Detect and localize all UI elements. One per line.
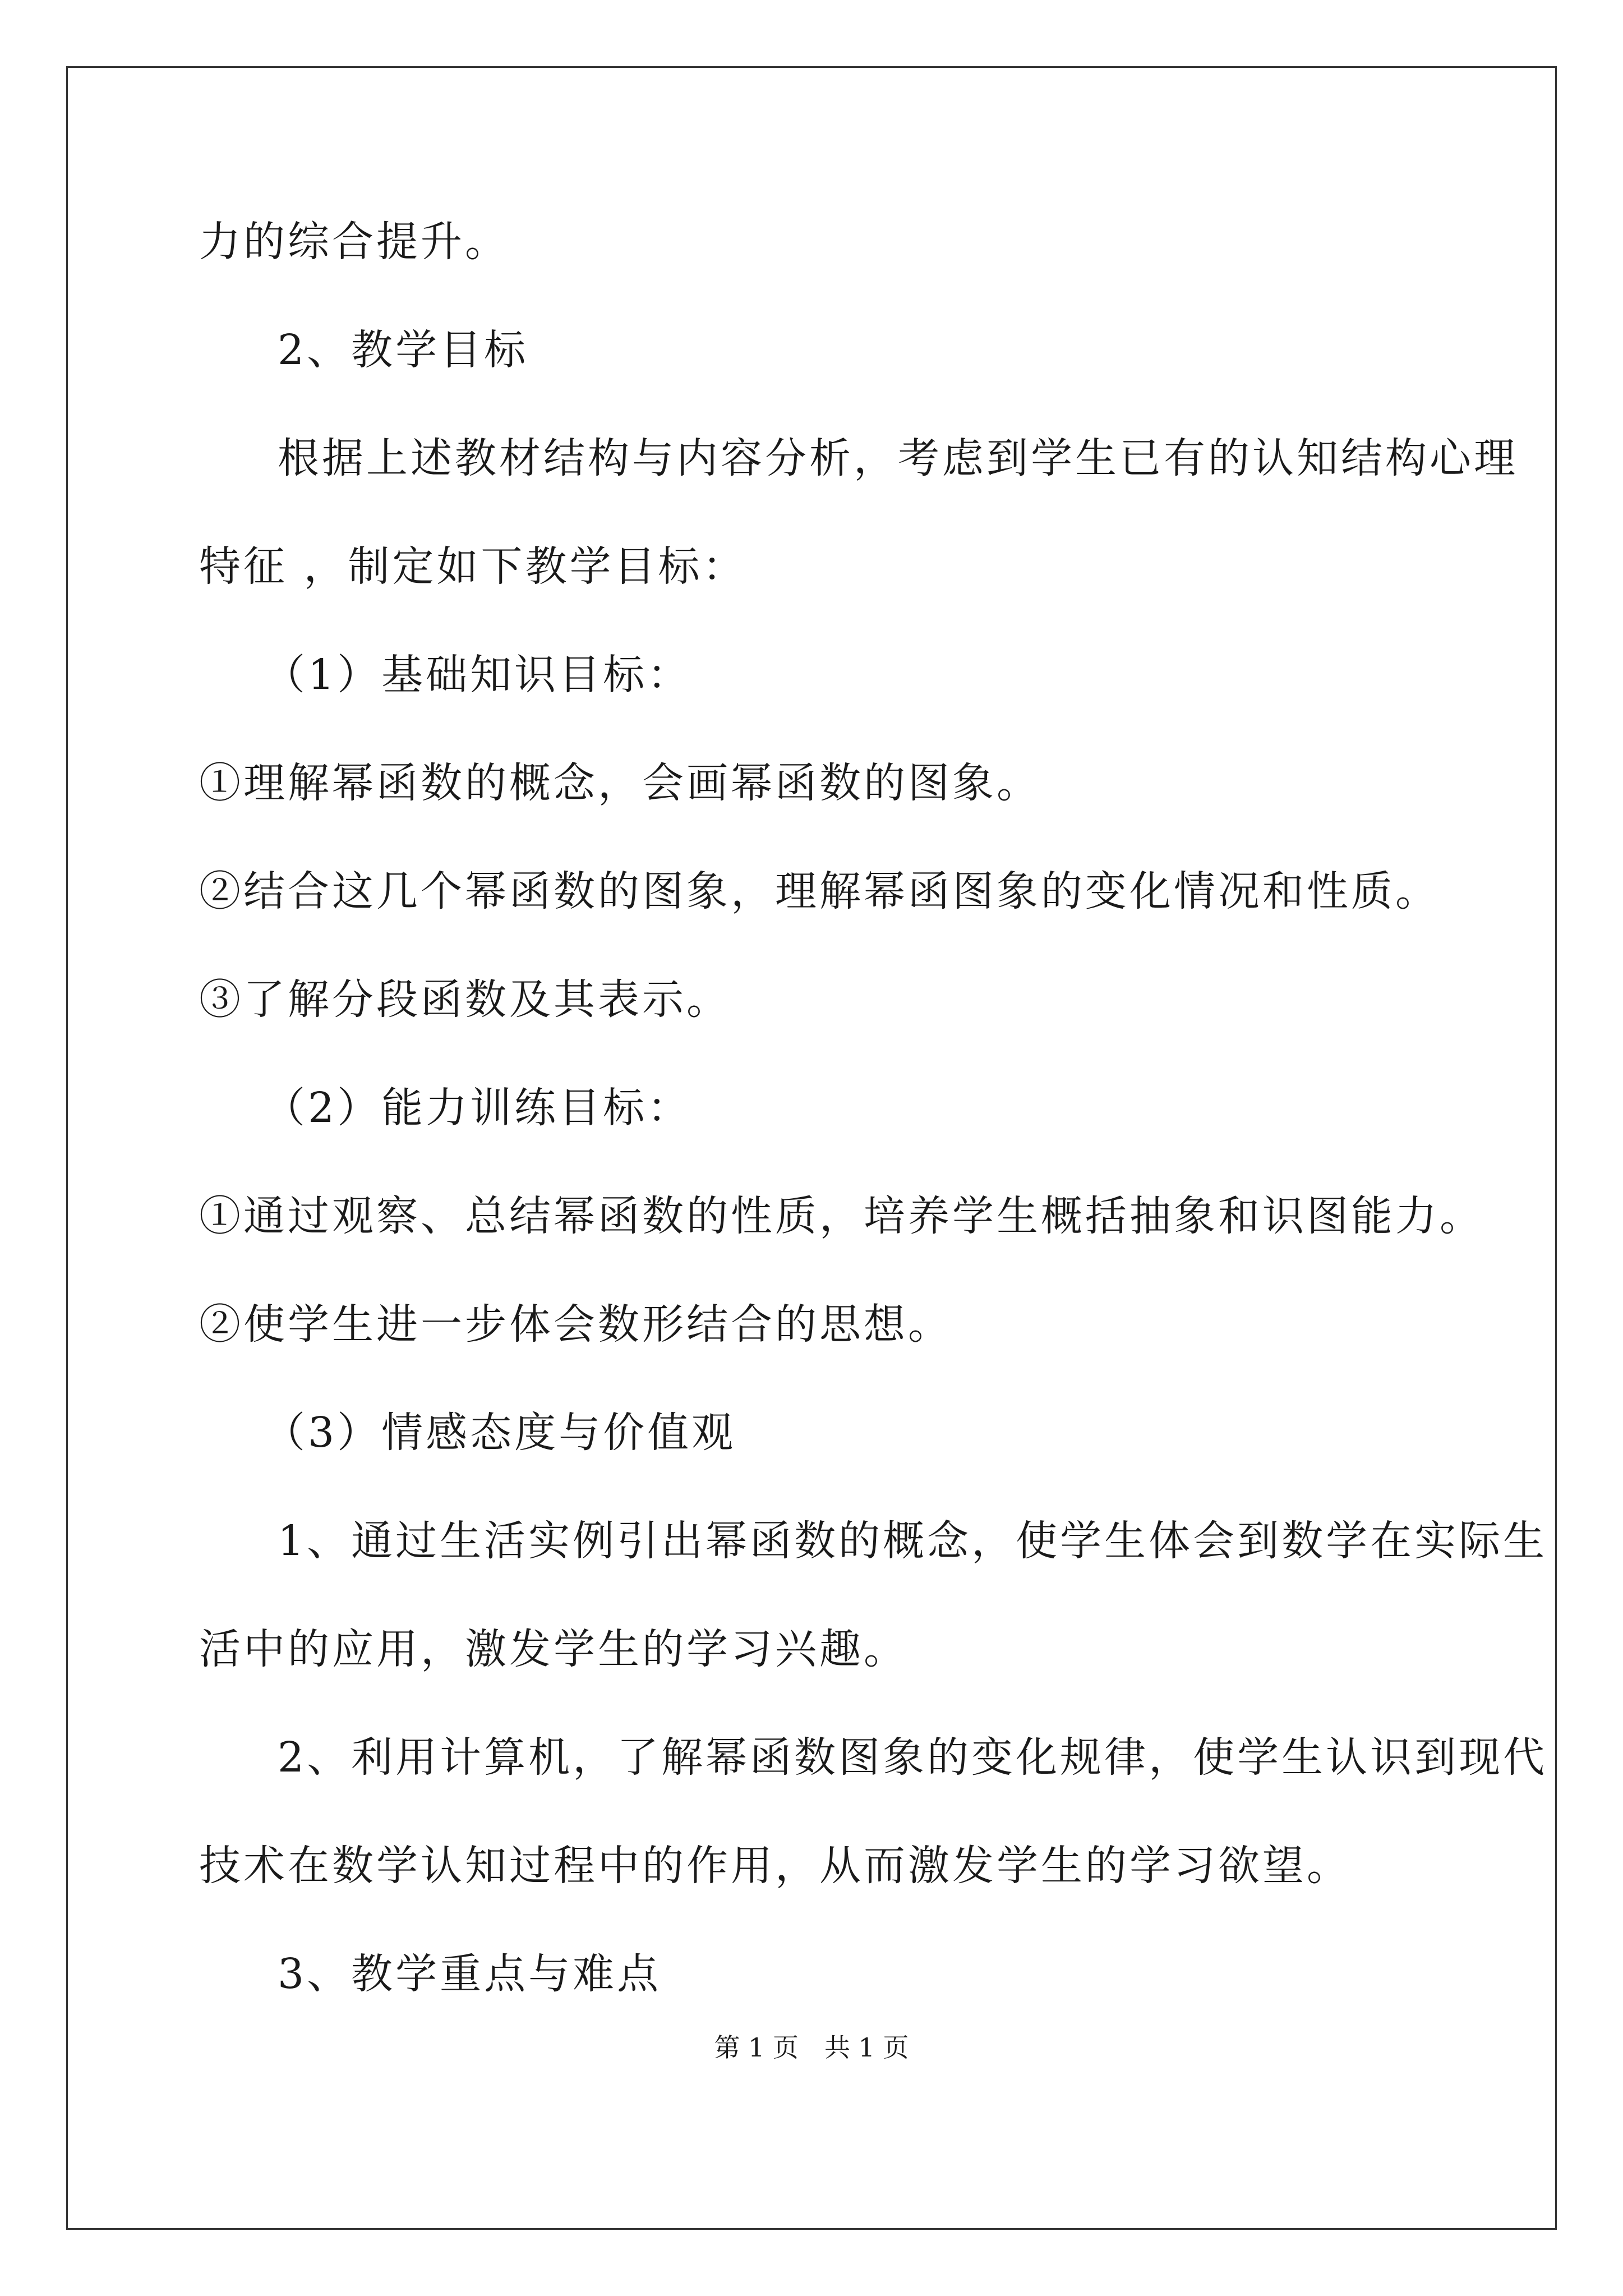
text-line: 1、通过生活实例引出幂函数的概念，使学生体会到数学在实际生: [278, 1517, 1548, 1565]
list-item: ②使学生进一步体会数形结合的思想。: [199, 1300, 952, 1349]
list-item: ②结合这几个幂函数的图象，理解幂函图象的变化情况和性质。: [199, 867, 1440, 915]
page-border: [66, 66, 1557, 2230]
subsection-heading: （3）情感态度与价值观: [264, 1409, 736, 1457]
list-item: ③了解分段函数及其表示。: [199, 976, 731, 1024]
subsection-heading: （1）基础知识目标：: [264, 651, 692, 699]
list-item: ①理解幂函数的概念，会画幂函数的图象。: [199, 759, 1041, 807]
list-item: ①通过观察、总结幂函数的性质，培养学生概括抽象和识图能力。: [199, 1192, 1484, 1240]
subsection-heading: （2）能力训练目标：: [264, 1084, 692, 1132]
text-line: 力的综合提升。: [199, 218, 509, 266]
page-number-footer: 第 1 页 共 1 页: [714, 2032, 909, 2063]
section-heading: 2、教学目标: [278, 326, 529, 374]
section-heading: 3、教学重点与难点: [278, 1950, 662, 1998]
text-line: 2、利用计算机，了解幂函数图象的变化规律，使学生认识到现代: [278, 1733, 1548, 1782]
text-line: 根据上述教材结构与内容分析，考虑到学生已有的认知结构心理: [278, 434, 1518, 482]
text-line: 活中的应用，激发学生的学习兴趣。: [199, 1625, 908, 1673]
text-line: 特征 ，制定如下教学目标：: [199, 542, 747, 591]
text-line: 技术在数学认知过程中的作用，从而激发学生的学习欲望。: [199, 1842, 1351, 1890]
